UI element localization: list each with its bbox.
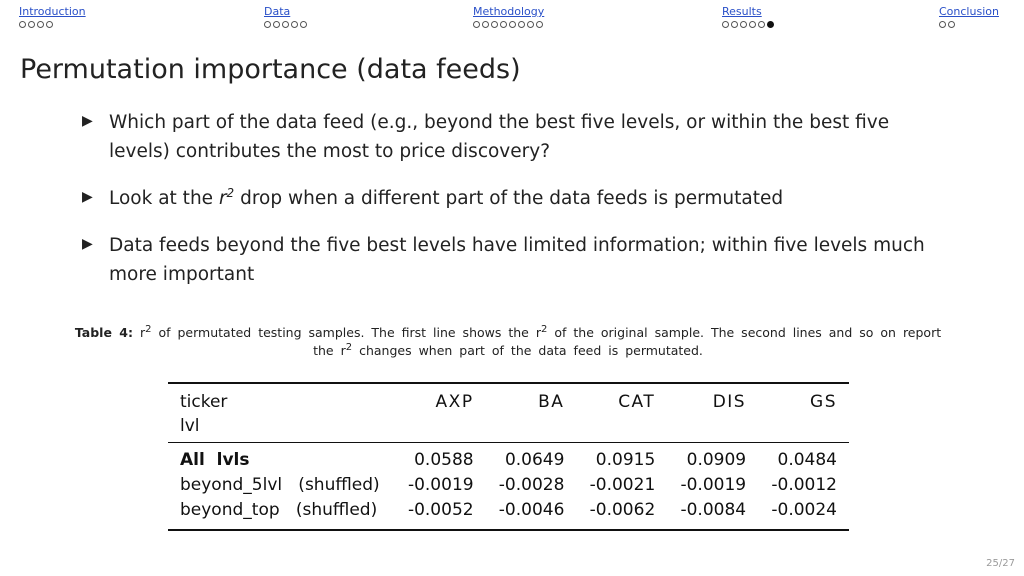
bullet-item bbox=[82, 108, 932, 166]
nav-section-introduction bbox=[19, 5, 86, 28]
table-cell: -0.0012 bbox=[771, 475, 837, 495]
column-header: CAT bbox=[618, 392, 656, 412]
header-lvl-label: lvl bbox=[180, 416, 200, 436]
nav-link-results[interactable]: Results bbox=[722, 5, 762, 18]
nav-link-introduction[interactable]: Introduction bbox=[19, 5, 86, 18]
slide-dot-icon[interactable] bbox=[300, 21, 307, 28]
nav-link-data[interactable]: Data bbox=[264, 5, 291, 18]
table-row bbox=[168, 443, 849, 474]
nav-link-methodology[interactable]: Methodology bbox=[473, 5, 545, 18]
row-label: All lvls bbox=[180, 450, 250, 470]
table-body bbox=[168, 443, 849, 531]
triangle-bullet-icon: ▶ bbox=[82, 113, 93, 129]
math-exponent: 2 bbox=[345, 341, 353, 353]
slide-dot-icon[interactable] bbox=[500, 21, 507, 28]
bullet-text: Which part of the data feed (e.g., beyond the best five levels, or within the best five levels) contributes the most to price discovery? bbox=[109, 112, 890, 162]
table-row bbox=[168, 473, 849, 498]
math-variable: r bbox=[535, 325, 541, 340]
table-header-row bbox=[168, 383, 849, 443]
nav-dots-introduction bbox=[19, 21, 86, 28]
table-cell: -0.0019 bbox=[407, 475, 474, 495]
slide-dot-icon[interactable] bbox=[291, 21, 298, 28]
page-number: 25/27 bbox=[986, 558, 1015, 569]
nav-link-conclusion[interactable]: Conclusion bbox=[939, 5, 999, 18]
caption-label: Table 4: bbox=[74, 325, 133, 340]
current-slide-dot-icon[interactable] bbox=[767, 21, 774, 28]
triangle-bullet-icon: ▶ bbox=[82, 189, 93, 205]
slide-dot-icon[interactable] bbox=[264, 21, 271, 28]
column-header: GS bbox=[810, 392, 837, 412]
table-cell: 0.0484 bbox=[777, 450, 837, 470]
nav-section-methodology bbox=[473, 5, 544, 28]
slide-dot-icon[interactable] bbox=[46, 21, 53, 28]
nav-dots-conclusion bbox=[939, 21, 999, 28]
bullet-text: drop when a different part of the data feeds is permutated bbox=[240, 188, 784, 209]
slide-dot-icon[interactable] bbox=[28, 21, 35, 28]
table-cell: 0.0909 bbox=[686, 450, 747, 470]
header-ticker-label: ticker bbox=[180, 392, 228, 412]
slide-title: Permutation importance (data feeds) bbox=[20, 54, 521, 85]
table-cell: -0.0062 bbox=[589, 500, 656, 520]
caption-text: changes when part of the data feed is permutated. bbox=[359, 343, 703, 358]
math-variable: r bbox=[218, 188, 227, 209]
table-cell: 0.0588 bbox=[414, 450, 474, 470]
table-cell: -0.0024 bbox=[771, 500, 837, 520]
bullet-text: Data feeds beyond the five best levels have limited information; within five levels much more important bbox=[109, 235, 925, 285]
slide-dot-icon[interactable] bbox=[740, 21, 747, 28]
slide-dot-icon[interactable] bbox=[722, 21, 729, 28]
column-header: BA bbox=[538, 392, 565, 412]
nav-section-results bbox=[722, 5, 774, 28]
slide-dot-icon[interactable] bbox=[749, 21, 756, 28]
row-label: beyond_top (shuffled) bbox=[180, 500, 378, 520]
slide-dot-icon[interactable] bbox=[527, 21, 534, 28]
table-row bbox=[168, 498, 849, 530]
table-caption bbox=[68, 324, 948, 360]
nav-section-conclusion bbox=[939, 5, 999, 28]
math-variable: r bbox=[139, 325, 146, 340]
slide-dot-icon[interactable] bbox=[37, 21, 44, 28]
slide-dot-icon[interactable] bbox=[491, 21, 498, 28]
slide-dot-icon[interactable] bbox=[473, 21, 480, 28]
slide-dot-icon[interactable] bbox=[282, 21, 289, 28]
triangle-bullet-icon: ▶ bbox=[82, 236, 93, 252]
nav-dots-methodology bbox=[473, 21, 544, 28]
math-variable: r bbox=[340, 343, 346, 358]
math-exponent: 2 bbox=[541, 323, 548, 335]
column-header: DIS bbox=[712, 392, 747, 412]
slide-dot-icon[interactable] bbox=[536, 21, 543, 28]
section-navigation bbox=[0, 0, 1024, 34]
slide-dot-icon[interactable] bbox=[482, 21, 489, 28]
caption-text: of the original sample. The second lines and so on report the bbox=[313, 325, 942, 358]
slide-dot-icon[interactable] bbox=[758, 21, 765, 28]
header-stub bbox=[168, 383, 395, 443]
table-cell: -0.0084 bbox=[680, 500, 747, 520]
row-label: beyond_5lvl (shuffled) bbox=[180, 475, 380, 495]
table-header bbox=[168, 383, 849, 443]
table-cell: -0.0019 bbox=[680, 475, 747, 495]
table-cell: -0.0021 bbox=[589, 475, 656, 495]
nav-dots-results bbox=[722, 21, 774, 28]
slide-dot-icon[interactable] bbox=[509, 21, 516, 28]
caption-text: of permutated testing samples. The first line shows the bbox=[158, 325, 529, 340]
bullet-item bbox=[82, 184, 932, 213]
slide-dot-icon[interactable] bbox=[273, 21, 280, 28]
nav-section-data bbox=[264, 5, 307, 28]
slide-dot-icon[interactable] bbox=[948, 21, 955, 28]
permutation-importance-table bbox=[168, 382, 849, 531]
bullet-text: Look at the bbox=[109, 188, 214, 209]
r-squared-symbol bbox=[218, 185, 235, 209]
table-cell: 0.0649 bbox=[504, 450, 565, 470]
math-exponent: 2 bbox=[226, 185, 235, 200]
nav-dots-data bbox=[264, 21, 307, 28]
slide-dot-icon[interactable] bbox=[518, 21, 525, 28]
slide-dot-icon[interactable] bbox=[731, 21, 738, 28]
column-header: AXP bbox=[435, 392, 474, 412]
math-exponent: 2 bbox=[145, 323, 152, 335]
table-cell: -0.0046 bbox=[498, 500, 565, 520]
table-cell: -0.0028 bbox=[498, 475, 565, 495]
table-cell: 0.0915 bbox=[595, 450, 656, 470]
bullet-item bbox=[82, 231, 932, 289]
slide-dot-icon[interactable] bbox=[19, 21, 26, 28]
slide-dot-icon[interactable] bbox=[939, 21, 946, 28]
bullet-list bbox=[82, 108, 932, 289]
table-cell: -0.0052 bbox=[407, 500, 474, 520]
